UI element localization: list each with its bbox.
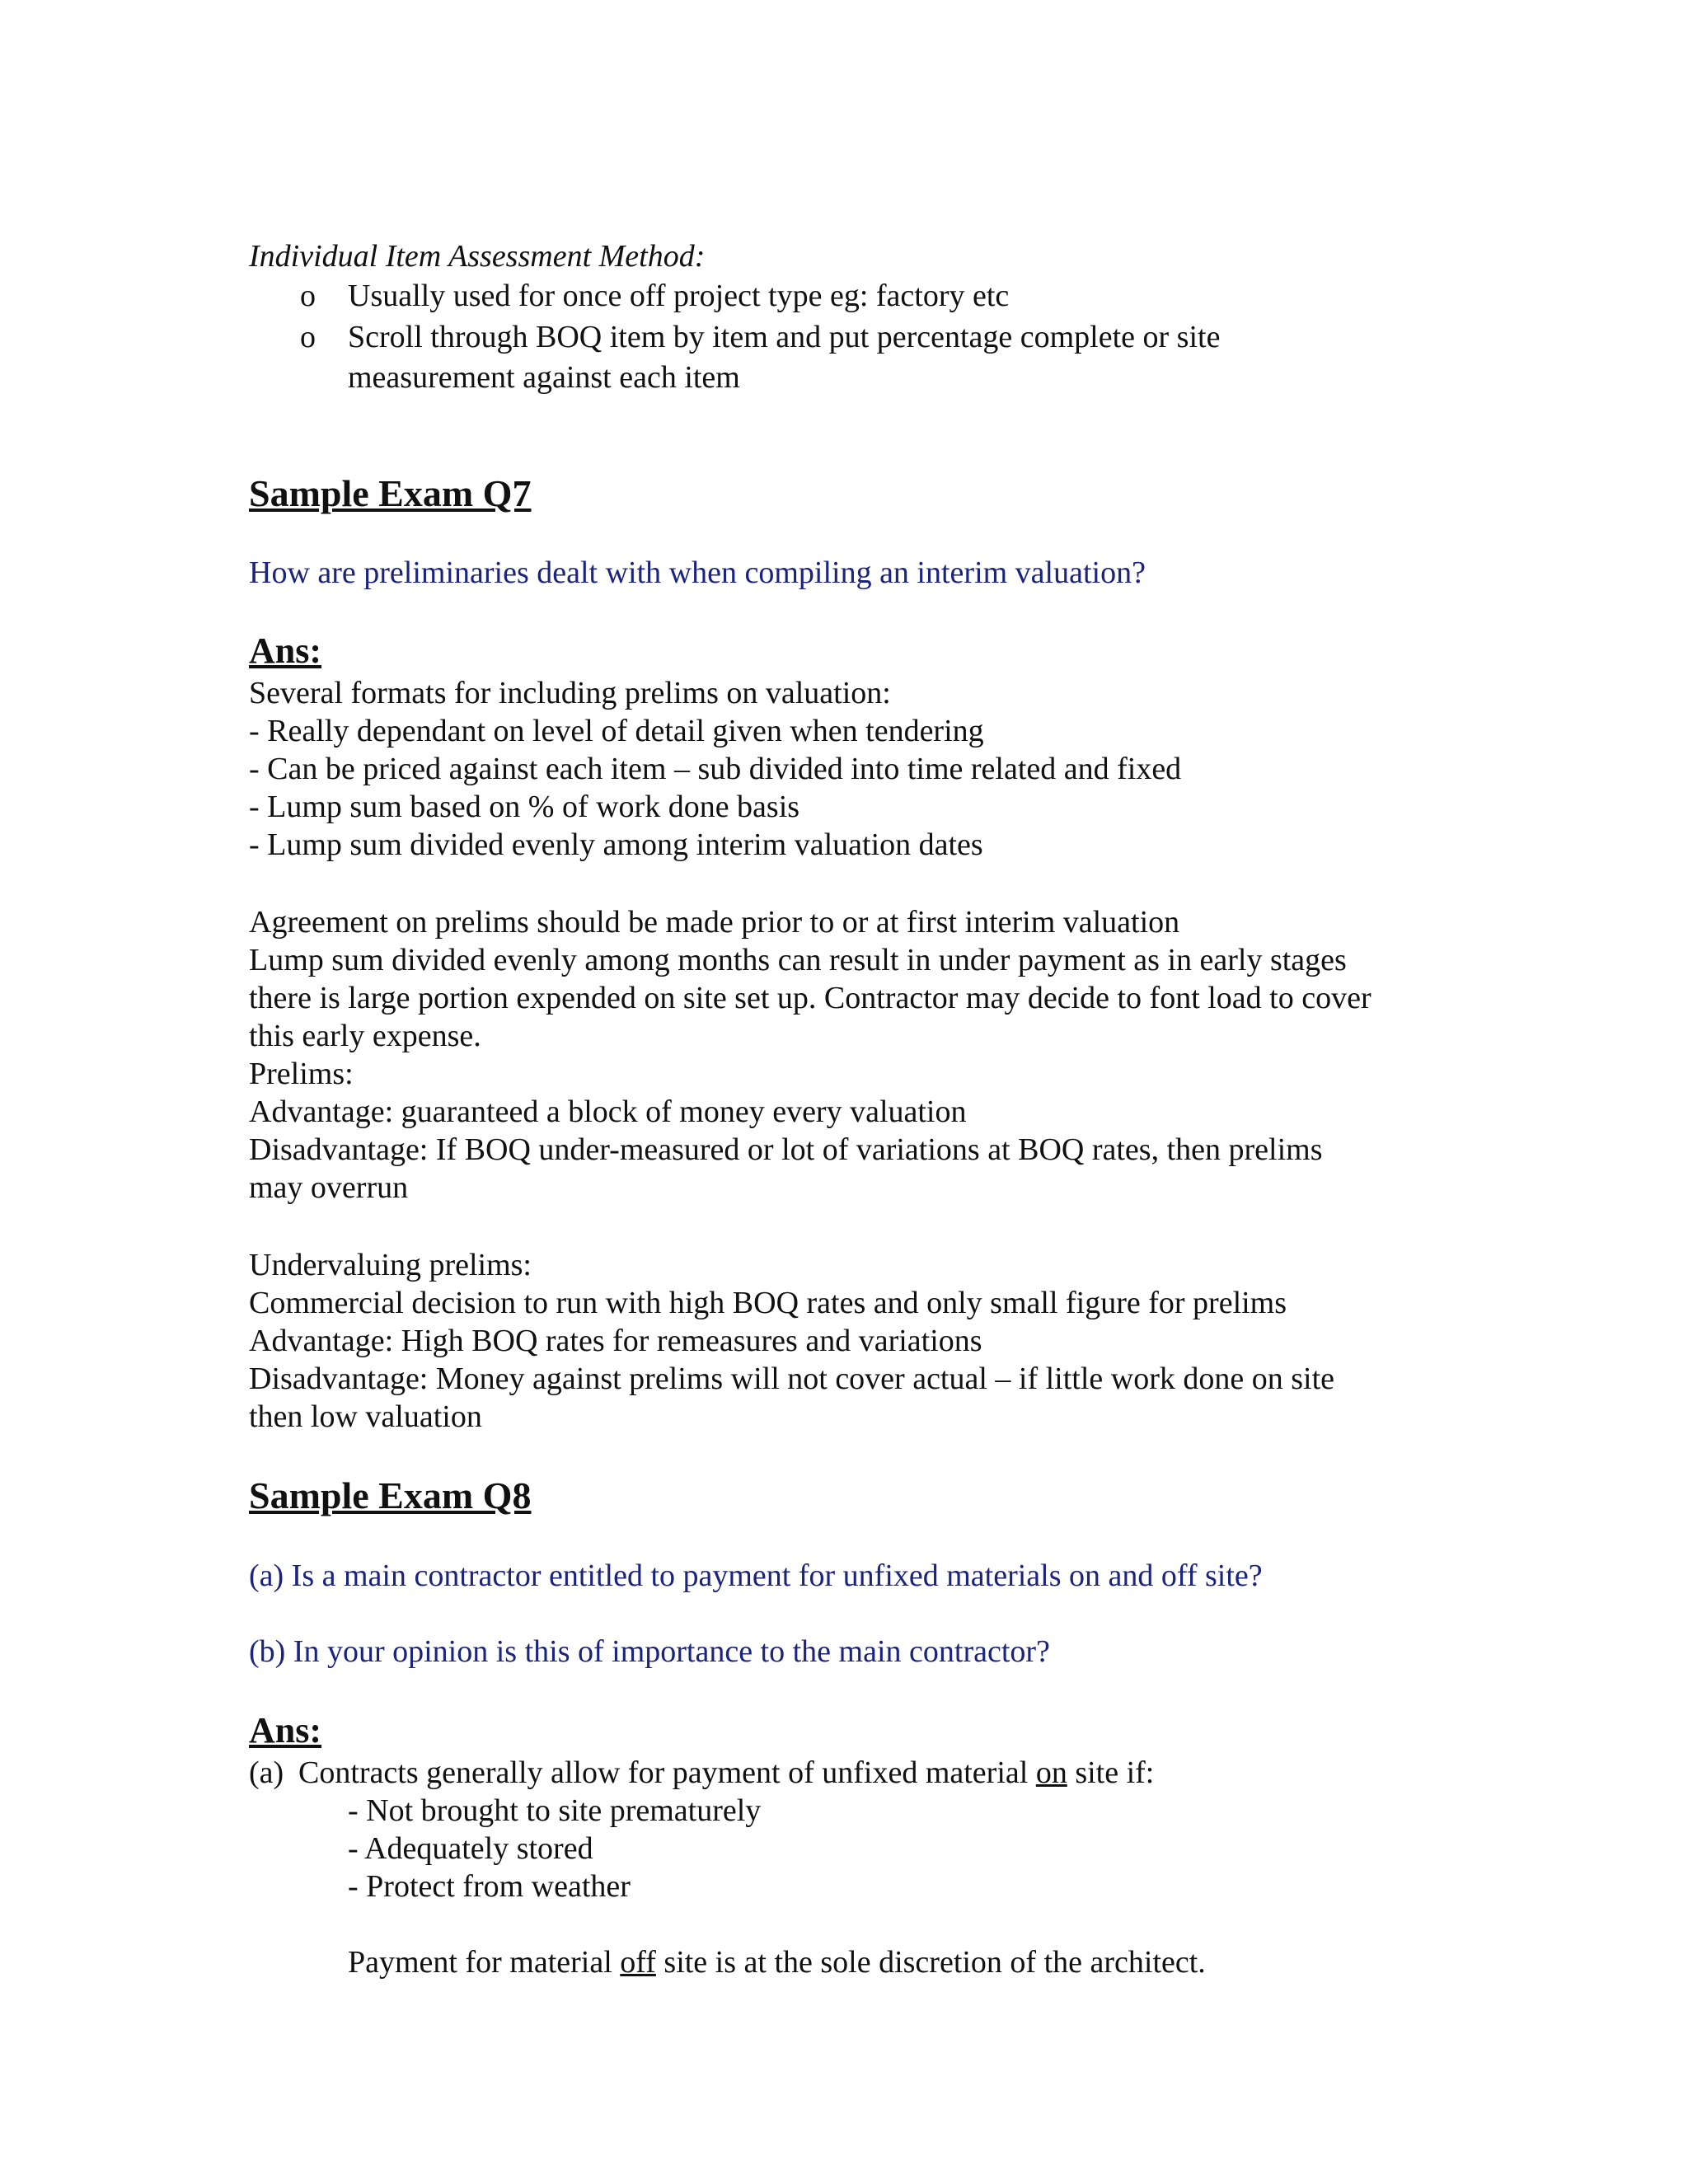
answer-line: there is large portion expended on site set up. Contractor may decide to font load to cover [249, 981, 1372, 1015]
answer-line: Several formats for including prelims on valuation: [249, 676, 891, 710]
conditions-list [348, 1792, 1419, 1905]
answer-line: - Really dependant on level of detail given when tendering [249, 714, 984, 748]
question-q8-a: (a) Is a main contractor entitled to payment for unfixed materials on and off site? [249, 1558, 1263, 1593]
q7-answer-block-1 [249, 674, 1485, 864]
answer-line: Disadvantage: If BOQ under-measured or lot of variations at BOQ rates, then prelims [249, 1132, 1323, 1167]
answer-line: Disadvantage: Money against prelims will not cover actual – if little work done on site [249, 1361, 1335, 1396]
q7-answer-block-2 [249, 903, 1485, 1207]
answer-line: Commercial decision to run with high BOQ rates and only small figure for prelims [249, 1286, 1287, 1320]
section-title-q7: Sample Exam Q7 [249, 472, 532, 514]
answer-line: then low valuation [249, 1399, 482, 1434]
offsite-pre: Payment for material [348, 1945, 621, 1980]
answer-line: Agreement on prelims should be made prior to or at first interim valuation [249, 905, 1180, 940]
answer-a-on-underlined: on [1035, 1755, 1067, 1790]
ans-label-q8: Ans: [249, 1710, 322, 1750]
answer-a-post: site if: [1067, 1755, 1155, 1790]
answer-a-line [298, 1754, 1154, 1792]
answer-a-marker: (a) [249, 1755, 284, 1790]
section-title-q8: Sample Exam Q8 [249, 1474, 532, 1516]
condition-item: - Protect from weather [348, 1869, 631, 1904]
bullet-marker: o [300, 279, 316, 313]
offsite-post: site is at the sole discretion of the architect. [655, 1945, 1206, 1980]
q7-answer-block-3 [249, 1246, 1485, 1436]
answer-line: Prelims: [249, 1057, 354, 1091]
condition-item: - Not brought to site prematurely [348, 1793, 762, 1828]
intro-bullet-text: Scroll through BOQ item by item and put percentage complete or site measurement against each item [348, 320, 1221, 395]
question-q8-b: (b) In your opinion is this of importance to the main contractor? [249, 1634, 1050, 1669]
intro-heading: Individual Item Assessment Method: [249, 239, 706, 274]
answer-line: - Can be priced against each item – sub divided into time related and fixed [249, 752, 1182, 786]
answer-line: Lump sum divided evenly among months can result in under payment as in early stages [249, 943, 1347, 977]
answer-line: may overrun [249, 1170, 409, 1205]
intro-bullet-item [300, 317, 1296, 398]
ans-label-q7: Ans: [249, 630, 322, 671]
answer-line: - Lump sum based on % of work done basis [249, 790, 800, 824]
condition-item: - Adequately stored [348, 1831, 593, 1866]
answer-line: Advantage: High BOQ rates for remeasures and variations [249, 1324, 982, 1358]
answer-line: Advantage: guaranteed a block of money every valuation [249, 1094, 967, 1129]
offsite-off-underlined: off [620, 1945, 656, 1980]
bullet-marker: o [300, 320, 316, 354]
question-q7: How are preliminaries dealt with when compiling an interim valuation? [249, 555, 1146, 590]
intro-bullet-text: Usually used for once off project type eg: factory etc [348, 279, 1010, 313]
offsite-line [348, 1943, 1206, 1981]
answer-a-pre: Contracts generally allow for payment of unfixed material [298, 1755, 1036, 1790]
answer-line: Undervaluing prelims: [249, 1248, 532, 1282]
intro-bullet-list [300, 277, 1419, 398]
intro-bullet-item [300, 277, 1419, 315]
answer-line: - Lump sum divided evenly among interim valuation dates [249, 827, 983, 862]
answer-line: this early expense. [249, 1019, 481, 1053]
